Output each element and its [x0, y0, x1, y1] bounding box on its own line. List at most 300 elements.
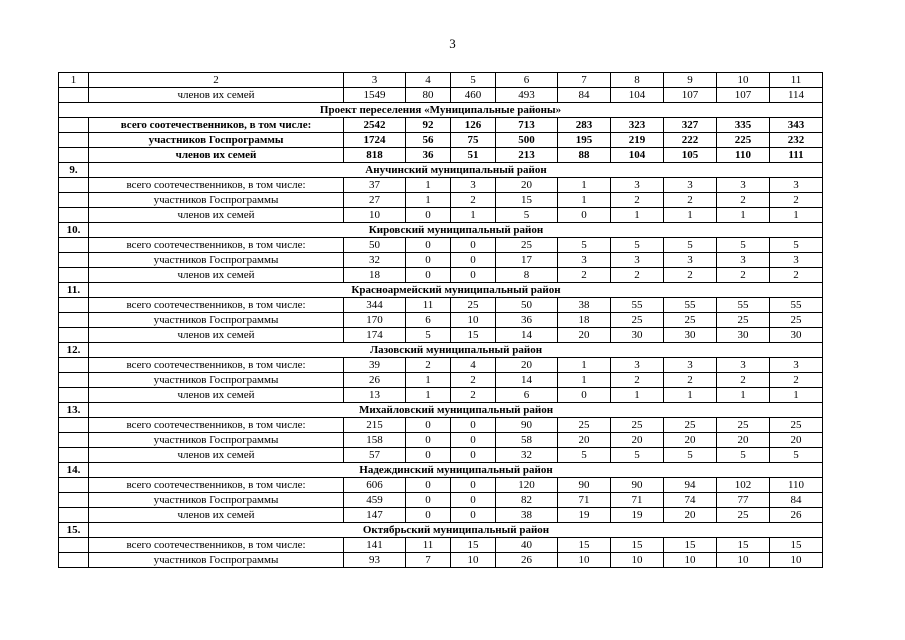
- row-number: [59, 538, 89, 553]
- row-label: участников Госпрограммы: [89, 493, 344, 508]
- value-cell: 104: [611, 148, 664, 163]
- value-cell: 460: [451, 88, 496, 103]
- value-cell: 2: [451, 388, 496, 403]
- value-cell: 25: [496, 238, 558, 253]
- value-cell: 5: [406, 328, 451, 343]
- district-header-row: [59, 403, 823, 418]
- row-number: [59, 238, 89, 253]
- value-cell: 84: [558, 88, 611, 103]
- value-cell: 57: [344, 448, 406, 463]
- value-cell: 170: [344, 313, 406, 328]
- district-row: [59, 358, 823, 373]
- district-name: Красноармейский муниципальный район: [89, 283, 823, 298]
- value-cell: 1: [611, 388, 664, 403]
- value-cell: 58: [496, 433, 558, 448]
- column-number: 3: [344, 73, 406, 88]
- district-row: [59, 478, 823, 493]
- value-cell: 219: [611, 133, 664, 148]
- value-cell: 10: [344, 208, 406, 223]
- value-cell: 1: [406, 373, 451, 388]
- value-cell: 56: [406, 133, 451, 148]
- district-number: 12.: [59, 343, 89, 358]
- project-title-row: [59, 103, 823, 118]
- district-row: [59, 268, 823, 283]
- row-number: [59, 313, 89, 328]
- column-number: 5: [451, 73, 496, 88]
- value-cell: 20: [611, 433, 664, 448]
- row-number: [59, 133, 89, 148]
- value-cell: 84: [770, 493, 823, 508]
- value-cell: 2: [451, 193, 496, 208]
- value-cell: 2: [717, 193, 770, 208]
- value-cell: 2: [406, 358, 451, 373]
- column-number: 10: [717, 73, 770, 88]
- district-header-row: [59, 463, 823, 478]
- value-cell: 283: [558, 118, 611, 133]
- value-cell: 500: [496, 133, 558, 148]
- row-number: [59, 253, 89, 268]
- value-cell: 15: [451, 538, 496, 553]
- district-row: [59, 328, 823, 343]
- district-number: 13.: [59, 403, 89, 418]
- district-row: [59, 553, 823, 568]
- value-cell: 25: [558, 418, 611, 433]
- value-cell: 126: [451, 118, 496, 133]
- row-number: [59, 373, 89, 388]
- value-cell: 15: [451, 328, 496, 343]
- value-cell: 15: [664, 538, 717, 553]
- value-cell: 232: [770, 133, 823, 148]
- row-number: [59, 208, 89, 223]
- value-cell: 3: [664, 178, 717, 193]
- column-number: 11: [770, 73, 823, 88]
- value-cell: 3: [770, 253, 823, 268]
- value-cell: 0: [451, 448, 496, 463]
- value-cell: 10: [717, 553, 770, 568]
- district-row: [59, 493, 823, 508]
- value-cell: 25: [664, 313, 717, 328]
- district-number: 11.: [59, 283, 89, 298]
- value-cell: 1: [717, 388, 770, 403]
- row-number: [59, 193, 89, 208]
- district-row: [59, 418, 823, 433]
- value-cell: 25: [770, 313, 823, 328]
- value-cell: 88: [558, 148, 611, 163]
- value-cell: 17: [496, 253, 558, 268]
- value-cell: 0: [451, 508, 496, 523]
- district-name: Кировский муниципальный район: [89, 223, 823, 238]
- value-cell: 25: [611, 418, 664, 433]
- value-cell: 19: [611, 508, 664, 523]
- row-number: [59, 433, 89, 448]
- row-label: участников Госпрограммы: [89, 433, 344, 448]
- row-label: членов их семей: [89, 268, 344, 283]
- value-cell: 3: [611, 253, 664, 268]
- value-cell: 0: [406, 448, 451, 463]
- value-cell: 15: [770, 538, 823, 553]
- value-cell: 3: [664, 253, 717, 268]
- row-label: всего соотечественников, в том числе:: [89, 418, 344, 433]
- row-number: [59, 553, 89, 568]
- value-cell: 36: [406, 148, 451, 163]
- column-number: 9: [664, 73, 717, 88]
- row-label: членов их семей: [89, 508, 344, 523]
- value-cell: 0: [451, 478, 496, 493]
- value-cell: 15: [611, 538, 664, 553]
- value-cell: 39: [344, 358, 406, 373]
- row-label: всего соотечественников, в том числе:: [89, 358, 344, 373]
- value-cell: 90: [496, 418, 558, 433]
- value-cell: 0: [406, 253, 451, 268]
- value-cell: 32: [496, 448, 558, 463]
- district-number: 14.: [59, 463, 89, 478]
- row-number: [59, 358, 89, 373]
- row-number: [59, 178, 89, 193]
- value-cell: 10: [451, 553, 496, 568]
- row-label: всего соотечественников, в том числе:: [89, 178, 344, 193]
- column-number: 1: [59, 73, 89, 88]
- value-cell: 90: [558, 478, 611, 493]
- value-cell: 344: [344, 298, 406, 313]
- row-number: [59, 148, 89, 163]
- value-cell: 71: [558, 493, 611, 508]
- value-cell: 30: [611, 328, 664, 343]
- value-cell: 1: [406, 178, 451, 193]
- district-name: Михайловский муниципальный район: [89, 403, 823, 418]
- value-cell: 25: [611, 313, 664, 328]
- value-cell: 14: [496, 328, 558, 343]
- value-cell: 0: [406, 478, 451, 493]
- value-cell: 5: [558, 238, 611, 253]
- row-label: участников Госпрограммы: [89, 373, 344, 388]
- value-cell: 10: [611, 553, 664, 568]
- value-cell: 7: [406, 553, 451, 568]
- value-cell: 3: [717, 253, 770, 268]
- district-row: [59, 313, 823, 328]
- value-cell: 1: [406, 388, 451, 403]
- value-cell: 0: [406, 238, 451, 253]
- value-cell: 3: [558, 253, 611, 268]
- value-cell: 20: [496, 358, 558, 373]
- row-label: членов их семей: [89, 388, 344, 403]
- value-cell: 104: [611, 88, 664, 103]
- value-cell: 105: [664, 148, 717, 163]
- value-cell: 0: [451, 238, 496, 253]
- value-cell: 606: [344, 478, 406, 493]
- value-cell: 6: [406, 313, 451, 328]
- row-label: участников Госпрограммы: [89, 553, 344, 568]
- column-number: 2: [89, 73, 344, 88]
- value-cell: 3: [611, 358, 664, 373]
- value-cell: 1: [770, 208, 823, 223]
- row-number: [59, 448, 89, 463]
- district-number: 15.: [59, 523, 89, 538]
- row-label: участников Госпрограммы: [89, 133, 344, 148]
- value-cell: 5: [664, 448, 717, 463]
- value-cell: 20: [664, 508, 717, 523]
- value-cell: 5: [770, 448, 823, 463]
- value-cell: 1: [558, 358, 611, 373]
- value-cell: 2: [770, 193, 823, 208]
- value-cell: 5: [611, 238, 664, 253]
- row-label: членов их семей: [89, 88, 344, 103]
- value-cell: 3: [770, 178, 823, 193]
- district-row: [59, 433, 823, 448]
- value-cell: 20: [496, 178, 558, 193]
- value-cell: 2: [611, 193, 664, 208]
- value-cell: 1: [770, 388, 823, 403]
- district-number: 10.: [59, 223, 89, 238]
- value-cell: 18: [344, 268, 406, 283]
- value-cell: 10: [770, 553, 823, 568]
- value-cell: 40: [496, 538, 558, 553]
- value-cell: 11: [406, 538, 451, 553]
- value-cell: 2: [664, 268, 717, 283]
- value-cell: 818: [344, 148, 406, 163]
- district-row: [59, 238, 823, 253]
- value-cell: 5: [717, 448, 770, 463]
- value-cell: 30: [717, 328, 770, 343]
- project-title: Проект переселения «Муниципальные районы»: [59, 103, 823, 118]
- value-cell: 5: [770, 238, 823, 253]
- value-cell: 5: [717, 238, 770, 253]
- value-cell: 25: [717, 313, 770, 328]
- value-cell: 1: [558, 178, 611, 193]
- value-cell: 459: [344, 493, 406, 508]
- project-row: [59, 133, 823, 148]
- column-number: 7: [558, 73, 611, 88]
- value-cell: 3: [451, 178, 496, 193]
- value-cell: 20: [664, 433, 717, 448]
- value-cell: 15: [558, 538, 611, 553]
- value-cell: 90: [611, 478, 664, 493]
- value-cell: 335: [717, 118, 770, 133]
- value-cell: 10: [558, 553, 611, 568]
- row-label: членов их семей: [89, 448, 344, 463]
- value-cell: 225: [717, 133, 770, 148]
- value-cell: 1: [558, 193, 611, 208]
- value-cell: 51: [451, 148, 496, 163]
- value-cell: 25: [664, 418, 717, 433]
- value-cell: 13: [344, 388, 406, 403]
- row-number: [59, 508, 89, 523]
- value-cell: 158: [344, 433, 406, 448]
- value-cell: 1: [558, 373, 611, 388]
- row-number: [59, 418, 89, 433]
- column-number: 4: [406, 73, 451, 88]
- value-cell: 120: [496, 478, 558, 493]
- district-row: [59, 508, 823, 523]
- value-cell: 14: [496, 373, 558, 388]
- district-row: [59, 253, 823, 268]
- value-cell: 32: [344, 253, 406, 268]
- value-cell: 20: [558, 328, 611, 343]
- value-cell: 0: [406, 508, 451, 523]
- value-cell: 2: [717, 373, 770, 388]
- district-name: Лазовский муниципальный район: [89, 343, 823, 358]
- value-cell: 77: [717, 493, 770, 508]
- page-number: 3: [449, 36, 456, 51]
- value-cell: 20: [770, 433, 823, 448]
- value-cell: 80: [406, 88, 451, 103]
- value-cell: 0: [406, 433, 451, 448]
- value-cell: 2: [611, 268, 664, 283]
- value-cell: 0: [451, 433, 496, 448]
- value-cell: 215: [344, 418, 406, 433]
- value-cell: 10: [451, 313, 496, 328]
- value-cell: 0: [558, 388, 611, 403]
- value-cell: 6: [496, 388, 558, 403]
- value-cell: 5: [496, 208, 558, 223]
- row-label: участников Госпрограммы: [89, 193, 344, 208]
- district-header-row: [59, 223, 823, 238]
- value-cell: 1: [406, 193, 451, 208]
- value-cell: 25: [451, 298, 496, 313]
- value-cell: 0: [406, 268, 451, 283]
- value-cell: 25: [717, 418, 770, 433]
- value-cell: 25: [717, 508, 770, 523]
- value-cell: 15: [717, 538, 770, 553]
- district-row: [59, 298, 823, 313]
- value-cell: 107: [717, 88, 770, 103]
- value-cell: 2: [664, 193, 717, 208]
- district-row: [59, 178, 823, 193]
- row-number: [59, 493, 89, 508]
- value-cell: 343: [770, 118, 823, 133]
- district-header-row: [59, 343, 823, 358]
- value-cell: 222: [664, 133, 717, 148]
- value-cell: 36: [496, 313, 558, 328]
- value-cell: 1: [451, 208, 496, 223]
- value-cell: 50: [496, 298, 558, 313]
- value-cell: 0: [451, 253, 496, 268]
- value-cell: 110: [717, 148, 770, 163]
- value-cell: 8: [496, 268, 558, 283]
- value-cell: 0: [451, 418, 496, 433]
- value-cell: 18: [558, 313, 611, 328]
- value-cell: 213: [496, 148, 558, 163]
- district-row: [59, 193, 823, 208]
- data-table: [58, 72, 823, 568]
- value-cell: 74: [664, 493, 717, 508]
- value-cell: 55: [611, 298, 664, 313]
- value-cell: 26: [344, 373, 406, 388]
- value-cell: 38: [558, 298, 611, 313]
- value-cell: 94: [664, 478, 717, 493]
- row-label: членов их семей: [89, 148, 344, 163]
- project-row: [59, 118, 823, 133]
- district-name: Октябрьский муниципальный район: [89, 523, 823, 538]
- value-cell: 1: [664, 388, 717, 403]
- value-cell: 30: [664, 328, 717, 343]
- value-cell: 75: [451, 133, 496, 148]
- value-cell: 1724: [344, 133, 406, 148]
- row-number: [59, 478, 89, 493]
- value-cell: 147: [344, 508, 406, 523]
- value-cell: 20: [558, 433, 611, 448]
- district-header-row: [59, 523, 823, 538]
- row-label: участников Госпрограммы: [89, 253, 344, 268]
- value-cell: 5: [664, 238, 717, 253]
- value-cell: 102: [717, 478, 770, 493]
- column-number: 6: [496, 73, 558, 88]
- value-cell: 0: [406, 493, 451, 508]
- project-row: [59, 148, 823, 163]
- district-row: [59, 388, 823, 403]
- value-cell: 26: [770, 508, 823, 523]
- value-cell: 93: [344, 553, 406, 568]
- row-number: [59, 118, 89, 133]
- value-cell: 5: [611, 448, 664, 463]
- carry-row: [59, 88, 823, 103]
- value-cell: 26: [496, 553, 558, 568]
- district-row: [59, 373, 823, 388]
- value-cell: 2: [770, 268, 823, 283]
- row-number: [59, 268, 89, 283]
- row-label: всего соотечественников, в том числе:: [89, 538, 344, 553]
- value-cell: 0: [558, 208, 611, 223]
- column-number: 8: [611, 73, 664, 88]
- value-cell: 19: [558, 508, 611, 523]
- value-cell: 2: [558, 268, 611, 283]
- value-cell: 323: [611, 118, 664, 133]
- value-cell: 38: [496, 508, 558, 523]
- value-cell: 15: [496, 193, 558, 208]
- value-cell: 4: [451, 358, 496, 373]
- value-cell: 0: [451, 268, 496, 283]
- value-cell: 1: [717, 208, 770, 223]
- value-cell: 2: [451, 373, 496, 388]
- value-cell: 30: [770, 328, 823, 343]
- value-cell: 1: [664, 208, 717, 223]
- value-cell: 3: [770, 358, 823, 373]
- district-name: Надеждинский муниципальный район: [89, 463, 823, 478]
- value-cell: 2: [664, 373, 717, 388]
- value-cell: 92: [406, 118, 451, 133]
- value-cell: 114: [770, 88, 823, 103]
- value-cell: 0: [406, 208, 451, 223]
- value-cell: 3: [717, 178, 770, 193]
- value-cell: 55: [664, 298, 717, 313]
- row-label: участников Госпрограммы: [89, 313, 344, 328]
- value-cell: 55: [770, 298, 823, 313]
- row-number: [59, 298, 89, 313]
- row-number: [59, 388, 89, 403]
- value-cell: 1549: [344, 88, 406, 103]
- value-cell: 2: [770, 373, 823, 388]
- row-number: [59, 328, 89, 343]
- value-cell: 713: [496, 118, 558, 133]
- district-header-row: [59, 163, 823, 178]
- value-cell: 27: [344, 193, 406, 208]
- column-number-row: [59, 73, 823, 88]
- district-header-row: [59, 283, 823, 298]
- value-cell: 2: [611, 373, 664, 388]
- value-cell: 141: [344, 538, 406, 553]
- row-label: всего соотечественников, в том числе:: [89, 478, 344, 493]
- value-cell: 3: [611, 178, 664, 193]
- value-cell: 37: [344, 178, 406, 193]
- value-cell: 1: [611, 208, 664, 223]
- value-cell: 2: [717, 268, 770, 283]
- row-label: всего соотечественников, в том числе:: [89, 118, 344, 133]
- district-number: 9.: [59, 163, 89, 178]
- value-cell: 82: [496, 493, 558, 508]
- row-number: [59, 88, 89, 103]
- district-row: [59, 538, 823, 553]
- value-cell: 110: [770, 478, 823, 493]
- value-cell: 25: [770, 418, 823, 433]
